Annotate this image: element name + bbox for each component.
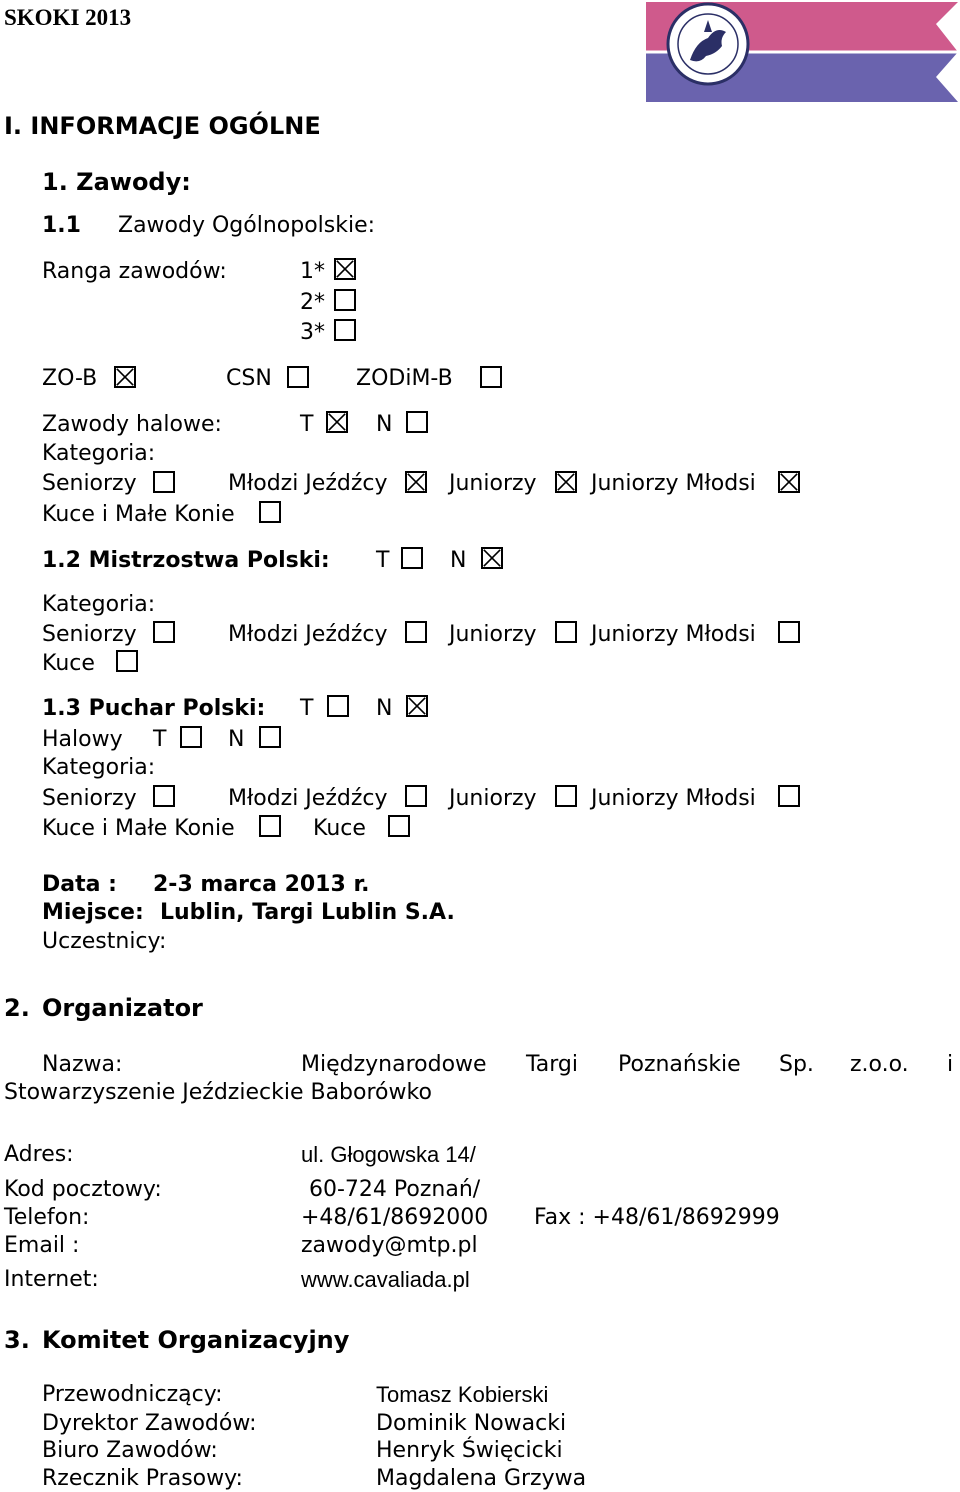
committee-heading: Komitet Organizacyjny	[42, 1326, 350, 1354]
pp-kategoria-label: Kategoria:	[42, 755, 156, 780]
pp-halowy-t-label: T	[153, 727, 167, 752]
committee-heading-number: 3.	[4, 1326, 30, 1354]
nazwa-word: Targi	[526, 1052, 579, 1077]
pp-mlodzi-label: Młodzi Jeźdźcy	[228, 786, 388, 811]
cat-seniorzy-label: Seniorzy	[42, 471, 137, 496]
pp-seniorzy-label: Seniorzy	[42, 786, 137, 811]
miejsce-value: Lublin, Targi Lublin S.A.	[160, 900, 455, 925]
pp-halowy-t-checkbox[interactable]	[180, 726, 202, 748]
pp-seniorzy-checkbox[interactable]	[153, 785, 175, 807]
pp-halowy-label: Halowy	[42, 727, 123, 752]
organizer-heading-number: 2.	[4, 994, 30, 1022]
mp-kuce-label: Kuce	[42, 651, 95, 676]
data-value: 2-3 marca 2013 r.	[153, 872, 370, 897]
ranga-1-checkbox[interactable]	[334, 258, 356, 280]
cat-juniorzy-label: Juniorzy	[449, 471, 537, 496]
committee-name: Magdalena Grzywa	[376, 1466, 587, 1491]
mp-t-label: T	[376, 548, 390, 573]
ranga-label: Ranga zawodów:	[42, 259, 227, 284]
committee-role: Przewodniczący:	[42, 1382, 223, 1407]
email-value: zawody@mtp.pl	[301, 1233, 478, 1258]
check-x-icon	[408, 697, 426, 715]
pp-kuce-label: Kuce	[313, 816, 366, 841]
subsection-label: Zawody Ogólnopolskie:	[118, 213, 376, 238]
check-x-icon	[483, 549, 501, 567]
pp-jun-mlodsi-label: Juniorzy Młodsi	[591, 786, 756, 811]
mp-title: 1.2 Mistrzostwa Polski:	[42, 548, 330, 573]
pp-juniorzy-label: Juniorzy	[449, 786, 537, 811]
zo-kuce-male-checkbox[interactable]	[259, 501, 281, 523]
miejsce-label: Miejsce:	[42, 900, 144, 925]
cat-jun-mlodsi-label: Juniorzy Młodsi	[591, 471, 756, 496]
nazwa-line2: Stowarzyszenie Jeździeckie Baborówko	[4, 1080, 432, 1105]
committee-name: Dominik Nowacki	[376, 1411, 567, 1436]
zo-juniorzy-checkbox[interactable]	[555, 471, 577, 493]
pp-kuce-checkbox[interactable]	[388, 815, 410, 837]
mp-jun-mlodsi-label: Juniorzy Młodsi	[591, 622, 756, 647]
type-zob-checkbox[interactable]	[114, 366, 136, 388]
cat-kuce-male-label: Kuce i Małe Konie	[42, 502, 235, 527]
nazwa-word: Sp.	[779, 1052, 814, 1077]
kod-value: 60-724 Poznań/	[309, 1177, 481, 1202]
mp-seniorzy-checkbox[interactable]	[153, 621, 175, 643]
check-x-icon	[557, 473, 575, 491]
mp-n-checkbox[interactable]	[481, 547, 503, 569]
zo-jun-mlodsi-checkbox[interactable]	[778, 471, 800, 493]
kategoria-label: Kategoria:	[42, 441, 156, 466]
nazwa-word: Międzynarodowe	[301, 1052, 487, 1077]
kod-label: Kod pocztowy:	[4, 1177, 162, 1202]
adres-label: Adres:	[4, 1142, 74, 1167]
halowe-n-label: N	[376, 412, 393, 437]
ranga-3-label: 3*	[300, 320, 325, 345]
nazwa-word: z.o.o.	[850, 1052, 909, 1077]
halowe-n-checkbox[interactable]	[406, 411, 428, 433]
pp-t-checkbox[interactable]	[327, 695, 349, 717]
document-title: SKOKI 2013	[4, 5, 132, 30]
ranga-2-label: 2*	[300, 290, 325, 315]
pp-halowy-n-checkbox[interactable]	[259, 726, 281, 748]
telefon-value: +48/61/8692000	[301, 1205, 489, 1230]
subsection-number: 1.1	[42, 213, 81, 238]
halowe-t-label: T	[300, 412, 314, 437]
pp-mlodzi-checkbox[interactable]	[405, 785, 427, 807]
ranga-2-checkbox[interactable]	[334, 289, 356, 311]
flag-logo	[646, 2, 958, 102]
adres-value: ul. Głogowska 14/	[301, 1142, 476, 1167]
type-zodim-checkbox[interactable]	[480, 366, 502, 388]
seal-icon	[668, 4, 748, 84]
internet-label: Internet:	[4, 1267, 99, 1292]
uczestnicy-label: Uczestnicy:	[42, 929, 167, 954]
committee-role: Biuro Zawodów:	[42, 1438, 218, 1463]
committee-name: Henryk Święcicki	[376, 1438, 563, 1463]
check-x-icon	[780, 473, 798, 491]
nazwa-word: Poznańskie	[618, 1052, 741, 1077]
fax-value: Fax : +48/61/8692999	[534, 1205, 780, 1230]
pp-juniorzy-checkbox[interactable]	[555, 785, 577, 807]
mp-seniorzy-label: Seniorzy	[42, 622, 137, 647]
zo-seniorzy-checkbox[interactable]	[153, 471, 175, 493]
committee-role: Dyrektor Zawodów:	[42, 1411, 257, 1436]
pp-kuce-male-label: Kuce i Małe Konie	[42, 816, 235, 841]
mp-mlodzi-checkbox[interactable]	[405, 621, 427, 643]
subsection-heading: 1. Zawody:	[42, 168, 191, 196]
pp-t-label: T	[300, 696, 314, 721]
halowe-label: Zawody halowe:	[42, 412, 222, 437]
check-x-icon	[407, 473, 425, 491]
mp-mlodzi-label: Młodzi Jeźdźcy	[228, 622, 388, 647]
cat-mlodzi-label: Młodzi Jeźdźcy	[228, 471, 388, 496]
check-x-icon	[116, 368, 134, 386]
pp-kuce-male-checkbox[interactable]	[259, 815, 281, 837]
zo-mlodzi-checkbox[interactable]	[405, 471, 427, 493]
mp-kuce-checkbox[interactable]	[116, 650, 138, 672]
mp-juniorzy-checkbox[interactable]	[555, 621, 577, 643]
telefon-label: Telefon:	[4, 1205, 90, 1230]
pp-n-label: N	[376, 696, 393, 721]
check-x-icon	[336, 260, 354, 278]
ranga-3-checkbox[interactable]	[334, 319, 356, 341]
pp-title: 1.3 Puchar Polski:	[42, 696, 266, 721]
mp-n-label: N	[450, 548, 467, 573]
data-label: Data :	[42, 872, 117, 897]
pp-n-checkbox[interactable]	[406, 695, 428, 717]
type-csn-checkbox[interactable]	[287, 366, 309, 388]
internet-value: www.cavaliada.pl	[301, 1267, 470, 1292]
email-label: Email :	[4, 1233, 80, 1258]
pp-jun-mlodsi-checkbox[interactable]	[778, 785, 800, 807]
committee-role: Rzecznik Prasowy:	[42, 1466, 243, 1491]
pp-halowy-n-label: N	[228, 727, 245, 752]
mp-kategoria-label: Kategoria:	[42, 592, 156, 617]
type-zob-label: ZO-B	[42, 366, 98, 391]
type-csn-label: CSN	[226, 366, 272, 391]
halowe-t-checkbox[interactable]	[326, 411, 348, 433]
committee-name: Tomasz Kobierski	[376, 1382, 549, 1407]
check-x-icon	[328, 413, 346, 431]
type-zodim-label: ZODiM-B	[356, 366, 453, 391]
ranga-1-label: 1*	[300, 259, 325, 284]
nazwa-label: Nazwa:	[42, 1052, 123, 1077]
organizer-heading: Organizator	[42, 994, 203, 1022]
mp-juniorzy-label: Juniorzy	[449, 622, 537, 647]
section-heading: I. INFORMACJE OGÓLNE	[4, 112, 321, 140]
nazwa-word: i	[947, 1052, 954, 1077]
mp-t-checkbox[interactable]	[401, 547, 423, 569]
mp-jun-mlodsi-checkbox[interactable]	[778, 621, 800, 643]
